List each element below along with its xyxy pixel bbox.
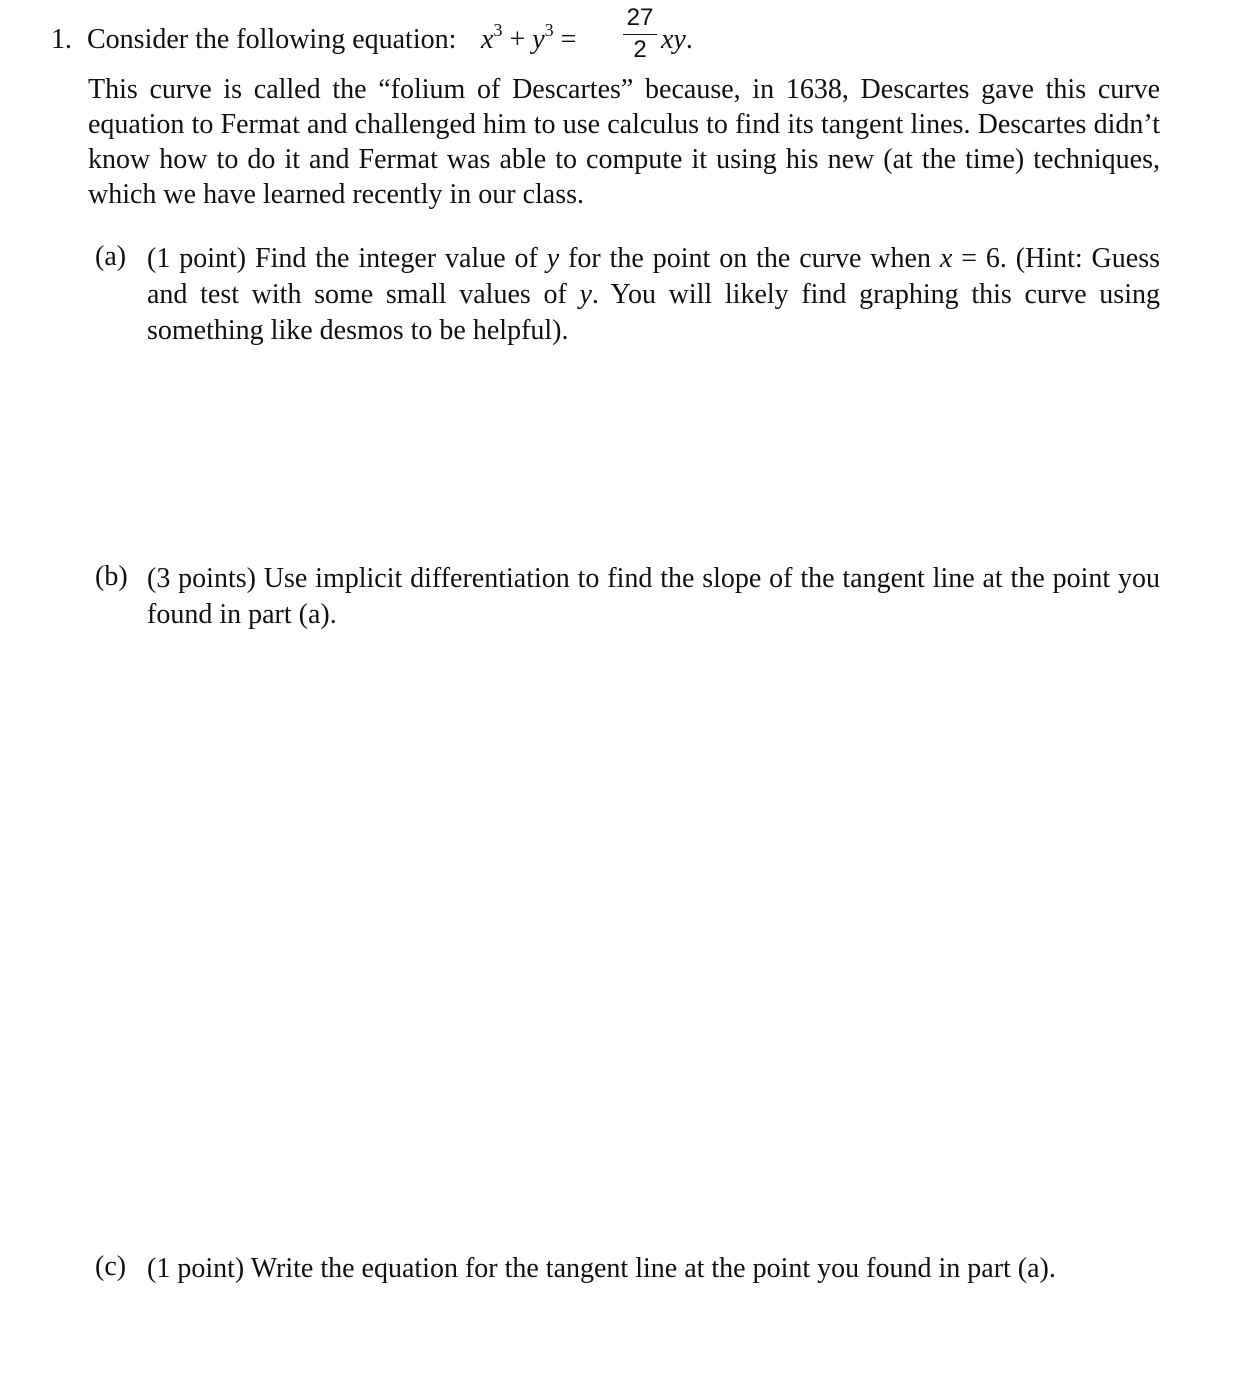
eq-xy: xy (661, 24, 686, 55)
part-a-text (147, 241, 1160, 349)
eq-exp-x: 3 (493, 19, 503, 40)
part-c (95, 1251, 1160, 1287)
part-b (95, 561, 1160, 633)
part-c-label: (c) (95, 1251, 127, 1282)
eq-equals: = (553, 24, 577, 55)
equation-rhs (661, 24, 693, 56)
part-a-text-2: for the point on the curve when (559, 243, 940, 274)
part-a (95, 241, 1160, 349)
part-a-label: (a) (95, 241, 127, 272)
fraction-numerator: 27 (626, 4, 654, 31)
eq-plus: + (502, 24, 533, 55)
problem-lead-text: Consider the following equation: (87, 24, 457, 55)
problem-number: 1. (51, 24, 72, 55)
part-c-text: (1 point) Write the equation for the tangent line at the point you found in part (a). (147, 1253, 1056, 1284)
part-a-text-3: = 6. (Hint: Guess and test with some small values of (147, 243, 1160, 310)
fraction-bar (623, 34, 657, 35)
eq-x: x (481, 24, 494, 55)
part-b-label: (b) (95, 561, 128, 592)
eq-period: . (685, 24, 693, 55)
intro-paragraph: This curve is called the “folium of Descartes” because, in 1638, Descartes gave this curve equation to Fermat and challenged him to use calculus to find its tangent lines. Descartes didn’t know how to do it and Fermat was able to compute it using his new (at the time) techniques, which we have learned recently in our class. (88, 74, 1160, 210)
equation-lhs (481, 19, 577, 56)
part-a-var-y-2: y (579, 279, 592, 310)
equation-fraction (623, 4, 657, 63)
part-a-var-y: y (546, 243, 560, 274)
fraction-denominator: 2 (633, 36, 647, 63)
part-a-var-x: x (939, 243, 953, 274)
part-a-text-4: . You will likely find graphing this curve using something like desmos to be helpful). (147, 279, 1160, 346)
eq-exp-y: 3 (544, 19, 554, 40)
eq-y: y (532, 24, 545, 55)
part-a-text-1: (1 point) Find the integer value of (147, 243, 547, 274)
part-b-text: (3 points) Use implicit differentiation to find the slope of the tangent line at the point you found in part (a). (147, 563, 1160, 630)
